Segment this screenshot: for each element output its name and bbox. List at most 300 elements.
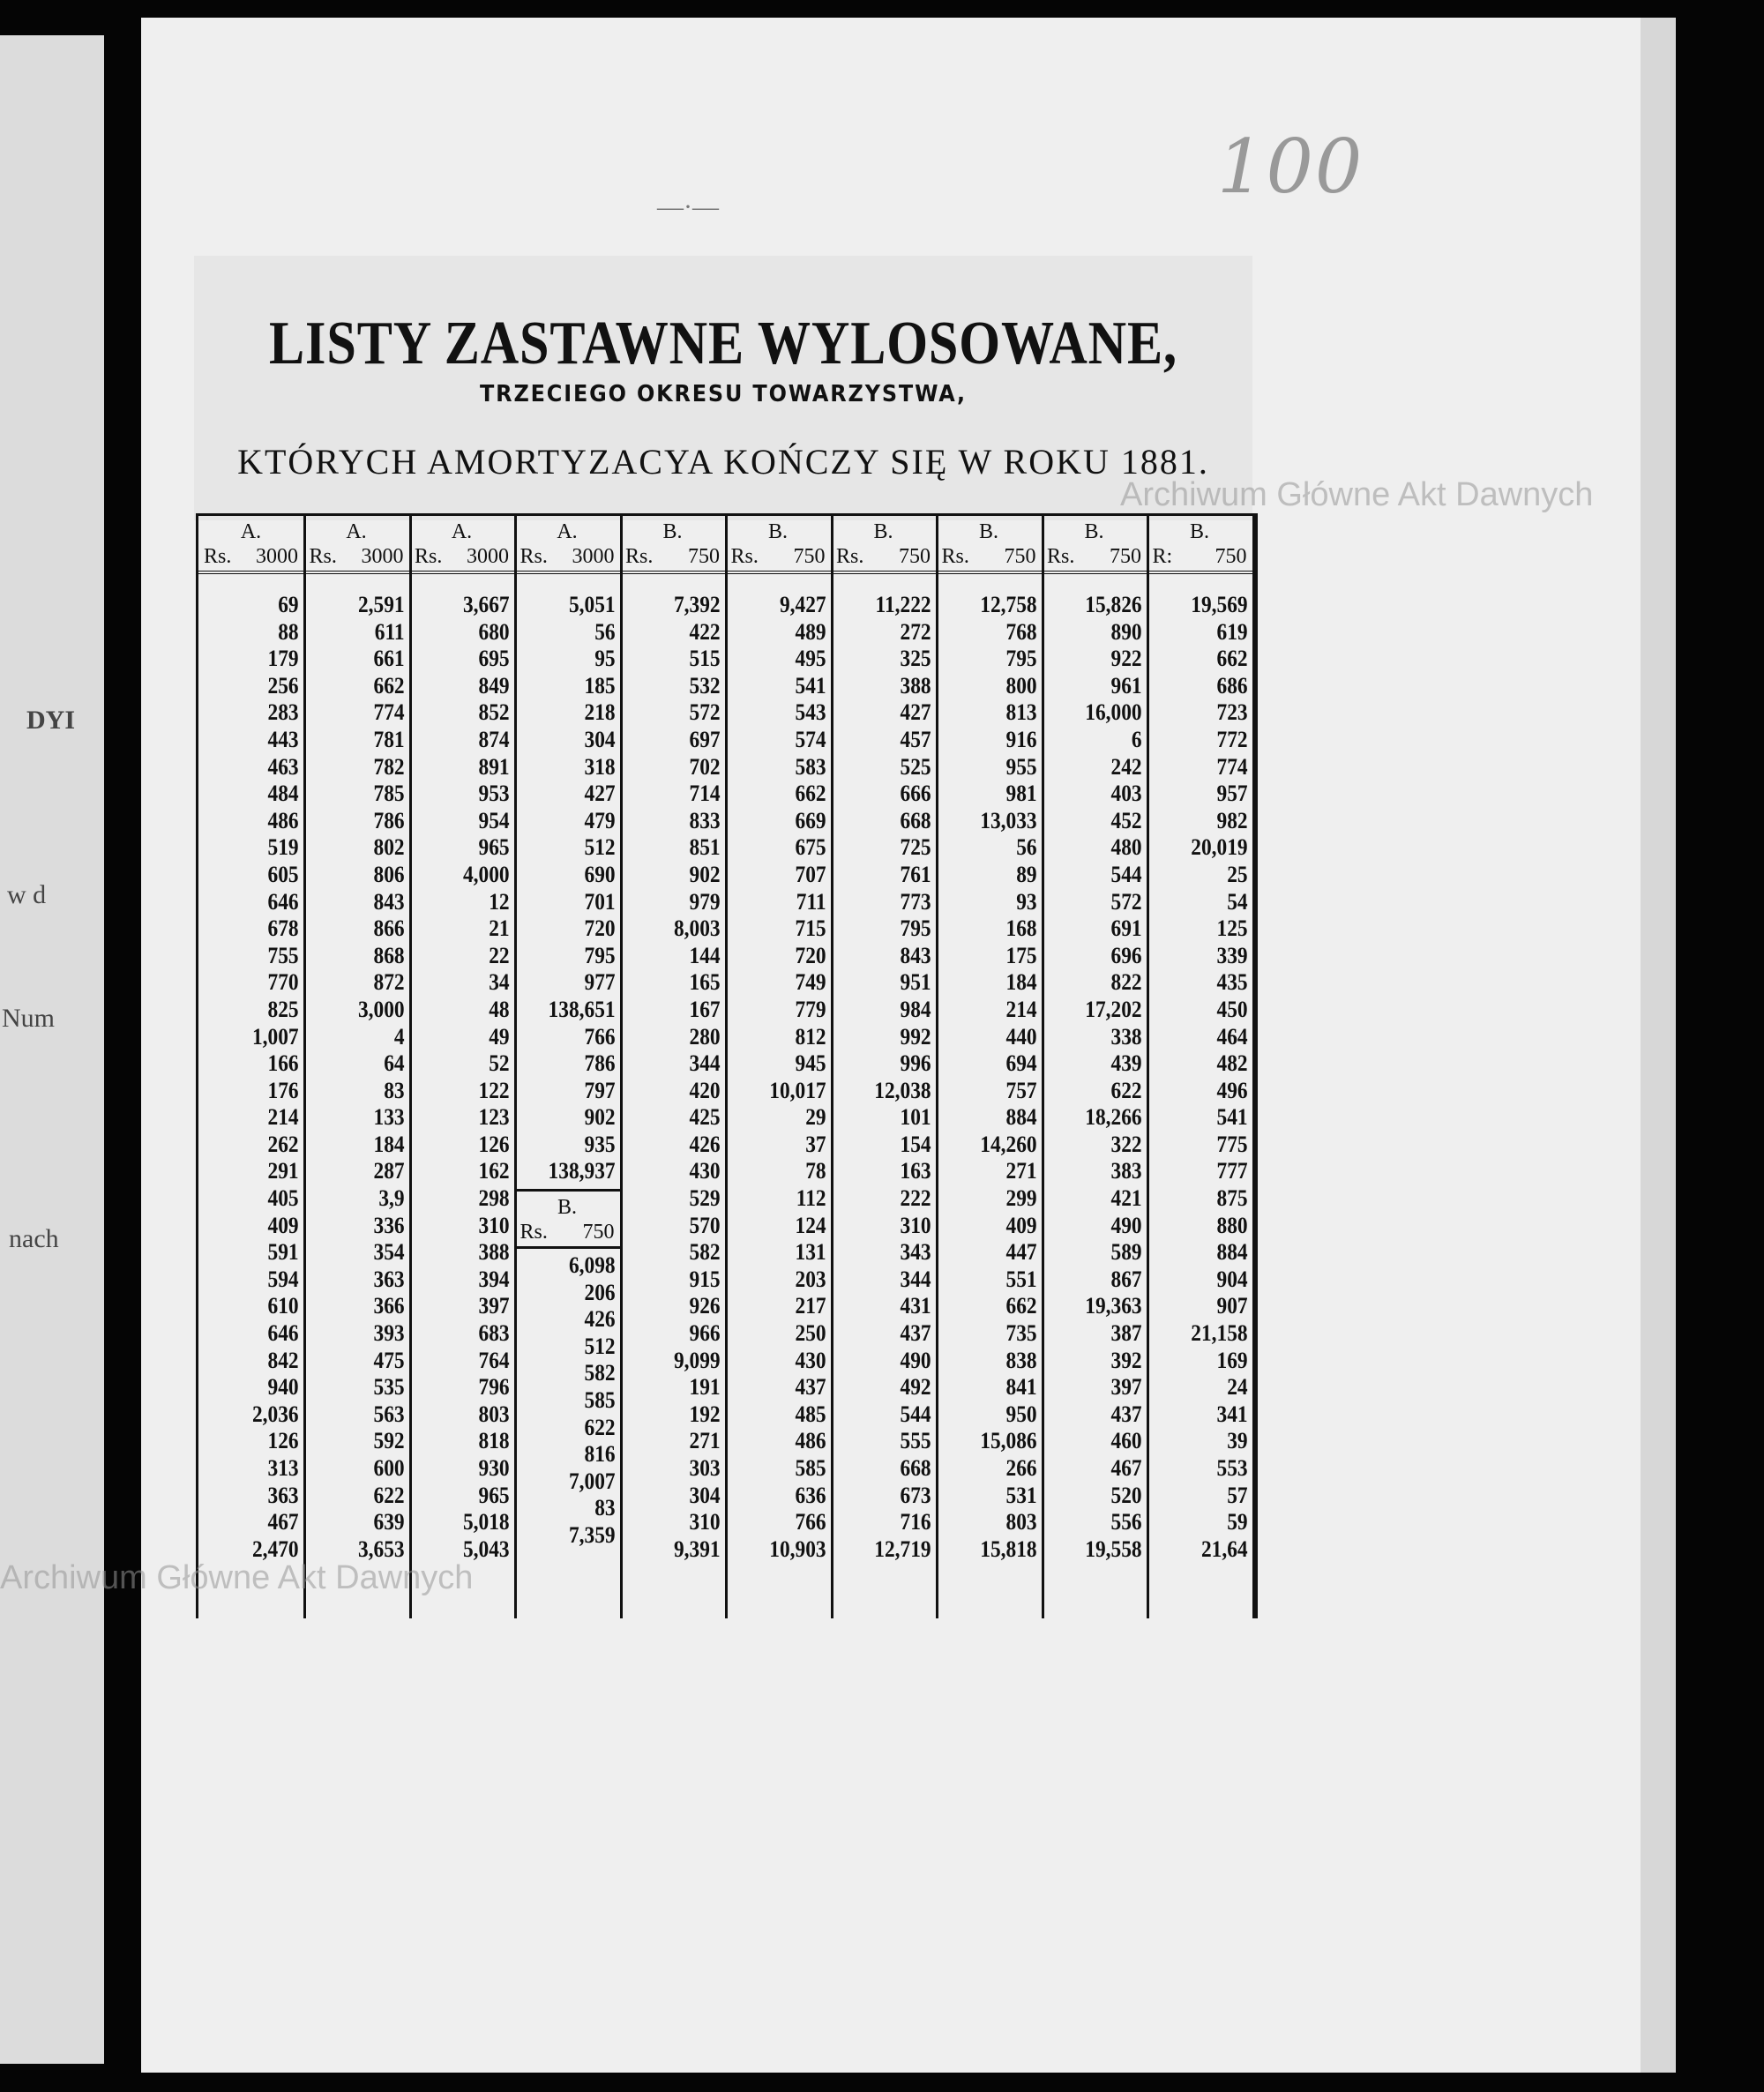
table-cell: 217 xyxy=(795,1293,826,1319)
table-cell: 126 xyxy=(267,1428,299,1454)
table-cell: 431 xyxy=(900,1293,931,1319)
table-cell: 57 xyxy=(1226,1482,1248,1508)
column-header xyxy=(726,516,831,574)
table-cell: 723 xyxy=(1216,699,1248,726)
table-cell: 701 xyxy=(584,888,616,915)
column-cells xyxy=(620,592,725,1563)
table-cell: 3,000 xyxy=(357,996,405,1022)
table-cell: 339 xyxy=(1216,942,1248,968)
table-cell: 3,667 xyxy=(462,592,510,617)
table-cell: 661 xyxy=(373,646,405,672)
table-cell: 796 xyxy=(478,1374,510,1401)
column-cells xyxy=(1147,592,1252,1563)
table-cell: 291 xyxy=(267,1158,299,1184)
table-cell: 427 xyxy=(584,781,616,807)
table-cell: 15,826 xyxy=(1085,592,1142,617)
table-cell: 532 xyxy=(689,672,721,699)
table-column xyxy=(1042,516,1149,1618)
column-denomination xyxy=(304,544,409,569)
table-cell: 19,558 xyxy=(1085,1535,1142,1562)
table-cell: 354 xyxy=(373,1239,405,1266)
table-cell: 849 xyxy=(478,672,510,699)
table-cell: 126 xyxy=(478,1131,510,1157)
column-denomination xyxy=(1042,544,1147,569)
handwritten-page-number: 100 xyxy=(1217,123,1364,210)
table-cell: 1,007 xyxy=(251,1023,299,1050)
column-header xyxy=(1147,516,1252,574)
table-cell: 403 xyxy=(1110,781,1142,807)
table-cell: 610 xyxy=(267,1293,299,1319)
table-cell: 572 xyxy=(689,699,721,726)
table-cell: 163 xyxy=(900,1158,931,1184)
table-column xyxy=(1147,516,1252,1618)
table-cell: 940 xyxy=(267,1374,299,1401)
table-cell: 443 xyxy=(267,726,299,752)
table-cell: 154 xyxy=(900,1131,931,1157)
table-cell: 761 xyxy=(900,861,931,887)
table-cell: 318 xyxy=(584,753,616,780)
table-column xyxy=(515,516,623,1618)
table-cell: 21,158 xyxy=(1190,1320,1248,1347)
column-series: A. xyxy=(240,520,262,543)
table-cell: 802 xyxy=(373,834,405,861)
table-cell: 262 xyxy=(267,1131,299,1157)
column-currency: Rs. xyxy=(204,545,232,568)
table-cell: 996 xyxy=(900,1050,931,1077)
table-cell: 15,086 xyxy=(979,1428,1037,1454)
table-cell: 525 xyxy=(900,753,931,780)
left-page-fragment: Num xyxy=(2,1004,55,1033)
column-header xyxy=(409,516,514,574)
table-cell: 592 xyxy=(373,1428,405,1454)
table-cell: 965 xyxy=(478,834,510,861)
table-cell: 803 xyxy=(1005,1509,1037,1535)
table-cell: 485 xyxy=(795,1401,826,1427)
table-cell: 52 xyxy=(489,1050,510,1077)
table-cell: 165 xyxy=(689,969,721,996)
table-cell: 544 xyxy=(900,1401,931,1427)
table-cell: 393 xyxy=(373,1320,405,1347)
table-cell: 167 xyxy=(689,996,721,1022)
table-cell: 162 xyxy=(478,1158,510,1184)
archive-watermark: Archiwum Główne Akt Dawnych xyxy=(1120,476,1594,513)
table-cell: 112 xyxy=(796,1185,826,1212)
table-cell: 9,427 xyxy=(779,592,826,617)
table-cell: 774 xyxy=(1216,753,1248,780)
table-cell: 781 xyxy=(373,726,405,752)
table-cell: 387 xyxy=(1110,1320,1142,1347)
archive-watermark: Archiwum Główne Akt Dawnych xyxy=(0,1559,474,1596)
table-cell: 420 xyxy=(689,1077,721,1103)
table-cell: 13,033 xyxy=(979,807,1037,833)
table-cell: 757 xyxy=(1005,1077,1037,1103)
table-cell: 489 xyxy=(795,618,826,645)
column-value: 3000 xyxy=(361,545,404,568)
table-cell: 646 xyxy=(267,888,299,915)
table-cell: 12,038 xyxy=(874,1077,931,1103)
column-currency: Rs. xyxy=(730,545,759,568)
sub-header-denomination xyxy=(515,1220,620,1244)
table-cell: 541 xyxy=(1216,1104,1248,1131)
table-cell: 14,260 xyxy=(979,1131,1037,1157)
table-cell: 5,043 xyxy=(462,1535,510,1562)
table-cell: 673 xyxy=(900,1482,931,1508)
table-cell: 242 xyxy=(1110,753,1142,780)
table-cell: 138,937 xyxy=(548,1158,616,1184)
table-cell: 64 xyxy=(383,1050,405,1077)
table-cell: 56 xyxy=(594,618,616,645)
table-cell: 838 xyxy=(1005,1347,1037,1373)
table-cell: 12,719 xyxy=(874,1535,931,1562)
table-cell: 388 xyxy=(478,1239,510,1266)
column-series: B. xyxy=(662,520,683,543)
table-cell: 322 xyxy=(1110,1131,1142,1157)
table-cell: 519 xyxy=(267,834,299,861)
table-cell: 4 xyxy=(393,1023,405,1050)
table-cell: 636 xyxy=(795,1482,826,1508)
table-cell: 430 xyxy=(689,1158,721,1184)
table-cell: 69 xyxy=(278,592,299,617)
table-cell: 336 xyxy=(373,1212,405,1238)
table-cell: 843 xyxy=(373,888,405,915)
column-denomination xyxy=(937,544,1042,569)
table-cell: 490 xyxy=(900,1347,931,1373)
table-cell: 101 xyxy=(900,1104,931,1131)
table-cell: 310 xyxy=(900,1212,931,1238)
table-cell: 463 xyxy=(267,753,299,780)
drawn-bonds-table xyxy=(196,513,1258,1618)
table-cell: 39 xyxy=(1226,1428,1248,1454)
table-cell: 437 xyxy=(1110,1401,1142,1427)
table-cell: 782 xyxy=(373,753,405,780)
column-denomination xyxy=(620,544,725,569)
table-cell: 833 xyxy=(689,807,721,833)
table-cell: 78 xyxy=(804,1158,826,1184)
table-cell: 884 xyxy=(1216,1239,1248,1266)
table-cell: 749 xyxy=(795,969,826,996)
table-cell: 702 xyxy=(689,753,721,780)
table-cell: 427 xyxy=(900,699,931,726)
sub-header-currency: Rs. xyxy=(519,1221,548,1244)
table-cell: 520 xyxy=(1110,1482,1142,1508)
top-mark: —·— xyxy=(657,192,719,221)
table-cell: 15,818 xyxy=(979,1535,1037,1562)
table-cell: 93 xyxy=(1015,888,1037,915)
table-cell: 982 xyxy=(1216,807,1248,833)
table-cell: 457 xyxy=(900,726,931,752)
column-currency: Rs. xyxy=(941,545,969,568)
table-cell: 405 xyxy=(267,1185,299,1212)
table-cell: 818 xyxy=(478,1428,510,1454)
table-cell: 619 xyxy=(1216,618,1248,645)
table-cell: 435 xyxy=(1216,969,1248,996)
column-denomination xyxy=(726,544,831,569)
table-cell: 409 xyxy=(267,1212,299,1238)
table-cell: 961 xyxy=(1110,672,1142,699)
table-cell: 935 xyxy=(584,1131,616,1157)
table-cell: 697 xyxy=(689,726,721,752)
table-cell: 880 xyxy=(1216,1212,1248,1238)
table-cell: 766 xyxy=(795,1509,826,1535)
table-cell: 639 xyxy=(373,1509,405,1535)
table-cell: 271 xyxy=(1005,1158,1037,1184)
table-cell: 426 xyxy=(584,1306,616,1333)
table-cell: 945 xyxy=(795,1050,826,1077)
column-value: 750 xyxy=(1004,545,1036,568)
table-cell: 304 xyxy=(584,726,616,752)
table-cell: 907 xyxy=(1216,1293,1248,1319)
table-cell: 555 xyxy=(900,1428,931,1454)
table-cell: 392 xyxy=(1110,1347,1142,1373)
column-denomination xyxy=(831,544,936,569)
table-cell: 48 xyxy=(489,996,510,1022)
table-cell: 646 xyxy=(267,1320,299,1347)
table-cell: 283 xyxy=(267,699,299,726)
table-cell: 725 xyxy=(900,834,931,861)
table-cell: 2,591 xyxy=(357,592,405,617)
table-cell: 600 xyxy=(373,1455,405,1481)
table-cell: 6,098 xyxy=(568,1252,616,1279)
table-cell: 622 xyxy=(373,1482,405,1508)
table-cell: 125 xyxy=(1216,915,1248,942)
table-cell: 21,64 xyxy=(1200,1535,1248,1562)
left-page-fragment: nach xyxy=(9,1224,59,1253)
table-cell: 589 xyxy=(1110,1239,1142,1266)
table-cell: 594 xyxy=(267,1266,299,1292)
table-cell: 2,036 xyxy=(251,1401,299,1427)
table-cell: 662 xyxy=(795,781,826,807)
table-column xyxy=(198,516,306,1618)
column-value: 750 xyxy=(1215,545,1247,568)
table-cell: 19,569 xyxy=(1190,592,1248,617)
table-cell: 872 xyxy=(373,969,405,996)
table-cell: 437 xyxy=(900,1320,931,1347)
table-cell: 662 xyxy=(1005,1293,1037,1319)
table-cell: 669 xyxy=(795,807,826,833)
table-cell: 10,903 xyxy=(768,1535,826,1562)
table-cell: 585 xyxy=(795,1455,826,1481)
column-header xyxy=(1042,516,1147,574)
table-cell: 95 xyxy=(594,646,616,672)
table-cell: 668 xyxy=(900,807,931,833)
table-cell: 691 xyxy=(1110,915,1142,942)
table-cell: 343 xyxy=(900,1239,931,1266)
table-cell: 779 xyxy=(795,996,826,1022)
table-cell: 953 xyxy=(478,781,510,807)
column-header xyxy=(831,516,936,574)
table-cell: 6 xyxy=(1131,726,1142,752)
table-cell: 696 xyxy=(1110,942,1142,968)
table-cell: 622 xyxy=(1110,1077,1142,1103)
column-value: 750 xyxy=(688,545,720,568)
column-currency: Rs. xyxy=(415,545,443,568)
table-cell: 585 xyxy=(584,1387,616,1414)
page-subtitle: TRZECIEGO OKRESU TOWARZYSTWA, xyxy=(480,381,967,407)
table-cell: 495 xyxy=(795,646,826,672)
table-cell: 766 xyxy=(584,1023,616,1050)
table-cell: 439 xyxy=(1110,1050,1142,1077)
table-cell: 5,051 xyxy=(568,592,616,617)
table-cell: 280 xyxy=(689,1023,721,1050)
table-cell: 773 xyxy=(900,888,931,915)
table-cell: 531 xyxy=(1005,1482,1037,1508)
table-cell: 668 xyxy=(900,1455,931,1481)
table-cell: 786 xyxy=(584,1050,616,1077)
table-cell: 440 xyxy=(1005,1023,1037,1050)
table-cell: 486 xyxy=(795,1428,826,1454)
table-cell: 366 xyxy=(373,1293,405,1319)
table-cell: 4,000 xyxy=(462,861,510,887)
table-cell: 25 xyxy=(1226,861,1248,887)
column-cells xyxy=(1042,592,1147,1563)
column-header xyxy=(515,516,620,574)
table-cell: 966 xyxy=(689,1320,721,1347)
table-cell: 851 xyxy=(689,834,721,861)
column-currency: Rs. xyxy=(309,545,337,568)
table-cell: 388 xyxy=(900,672,931,699)
table-cell: 797 xyxy=(584,1077,616,1103)
table-column xyxy=(304,516,412,1618)
column-currency: Rs. xyxy=(1047,545,1075,568)
table-cell: 512 xyxy=(584,1333,616,1359)
table-cell: 184 xyxy=(1005,969,1037,996)
table-cell: 397 xyxy=(478,1293,510,1319)
table-cell: 256 xyxy=(267,672,299,699)
table-cell: 786 xyxy=(373,807,405,833)
column-currency: Rs. xyxy=(625,545,654,568)
table-cell: 383 xyxy=(1110,1158,1142,1184)
column-value: 3000 xyxy=(467,545,509,568)
table-cell: 430 xyxy=(795,1347,826,1373)
column-currency: Rs. xyxy=(836,545,864,568)
column-series: B. xyxy=(767,520,788,543)
table-cell: 425 xyxy=(689,1104,721,1131)
table-cell: 7,359 xyxy=(568,1522,616,1548)
table-cell: 954 xyxy=(478,807,510,833)
table-cell: 992 xyxy=(900,1023,931,1050)
table-cell: 123 xyxy=(478,1104,510,1131)
table-cell: 482 xyxy=(1216,1050,1248,1077)
left-page-fragment: DYI xyxy=(26,706,76,735)
adjacent-page xyxy=(0,35,104,2064)
table-cell: 313 xyxy=(267,1455,299,1481)
table-cell: 683 xyxy=(478,1320,510,1347)
table-cell: 131 xyxy=(795,1239,826,1266)
table-cell: 926 xyxy=(689,1293,721,1319)
table-cell: 551 xyxy=(1005,1266,1037,1292)
column-value: 750 xyxy=(1110,545,1141,568)
table-cell: 884 xyxy=(1005,1104,1037,1131)
table-column xyxy=(831,516,938,1618)
table-cell: 866 xyxy=(373,915,405,942)
table-cell: 89 xyxy=(1015,861,1037,887)
table-cell: 843 xyxy=(900,942,931,968)
table-cell: 122 xyxy=(478,1077,510,1103)
table-cell: 464 xyxy=(1216,1023,1248,1050)
column-value: 750 xyxy=(899,545,931,568)
column-header xyxy=(198,516,303,574)
table-cell: 711 xyxy=(796,888,826,915)
table-cell: 774 xyxy=(373,699,405,726)
table-cell: 543 xyxy=(795,699,826,726)
table-cell: 720 xyxy=(795,942,826,968)
table-cell: 891 xyxy=(478,753,510,780)
sub-header-value: 750 xyxy=(582,1221,615,1244)
table-cell: 426 xyxy=(689,1131,721,1157)
table-cell: 266 xyxy=(1005,1455,1037,1481)
table-cell: 583 xyxy=(795,753,826,780)
table-cell: 272 xyxy=(900,618,931,645)
table-cell: 450 xyxy=(1216,996,1248,1022)
table-cell: 574 xyxy=(795,726,826,752)
table-cell: 88 xyxy=(278,618,299,645)
table-cell: 874 xyxy=(478,726,510,752)
table-cell: 17,202 xyxy=(1085,996,1142,1022)
table-cell: 325 xyxy=(900,646,931,672)
column-header xyxy=(620,516,725,574)
page-title: LISTY ZASTAWNE WYLOSOWANE, xyxy=(269,310,1177,377)
table-cell: 3,9 xyxy=(377,1185,405,1212)
table-cell: 915 xyxy=(689,1266,721,1292)
table-cell: 512 xyxy=(584,834,616,861)
table-cell: 496 xyxy=(1216,1077,1248,1103)
table-cell: 816 xyxy=(584,1441,616,1468)
table-cell: 680 xyxy=(478,618,510,645)
table-cell: 409 xyxy=(1005,1212,1037,1238)
table-cell: 662 xyxy=(1216,646,1248,672)
table-cell: 800 xyxy=(1005,672,1037,699)
table-cell: 144 xyxy=(689,942,721,968)
table-cell: 338 xyxy=(1110,1023,1142,1050)
table-cell: 467 xyxy=(1110,1455,1142,1481)
column-series: B. xyxy=(978,520,998,543)
table-cell: 675 xyxy=(795,834,826,861)
table-cell: 206 xyxy=(584,1279,616,1305)
table-cell: 3,653 xyxy=(357,1535,405,1562)
table-cell: 492 xyxy=(900,1374,931,1401)
table-cell: 12,758 xyxy=(979,592,1037,617)
column-value: 3000 xyxy=(572,545,615,568)
sub-header-series: B. xyxy=(557,1196,577,1220)
table-cell: 29 xyxy=(804,1104,826,1131)
table-cell: 842 xyxy=(267,1347,299,1373)
table-cell: 772 xyxy=(1216,726,1248,752)
table-cell: 24 xyxy=(1226,1374,1248,1401)
table-cell: 902 xyxy=(584,1104,616,1131)
column-denomination xyxy=(409,544,514,569)
column-series: A. xyxy=(451,520,473,543)
table-cell: 484 xyxy=(267,781,299,807)
table-cell: 19,363 xyxy=(1085,1293,1142,1319)
table-cell: 690 xyxy=(584,861,616,887)
table-cell: 591 xyxy=(267,1239,299,1266)
table-cell: 535 xyxy=(373,1374,405,1401)
table-cell: 271 xyxy=(689,1428,721,1454)
table-cell: 460 xyxy=(1110,1428,1142,1454)
table-cell: 175 xyxy=(1005,942,1037,968)
column-value: 750 xyxy=(793,545,826,568)
table-cell: 479 xyxy=(584,807,616,833)
table-cell: 764 xyxy=(478,1347,510,1373)
table-cell: 695 xyxy=(478,646,510,672)
table-cell: 666 xyxy=(900,781,931,807)
column-series: A. xyxy=(346,520,367,543)
table-cell: 984 xyxy=(900,996,931,1022)
table-cell: 16,000 xyxy=(1085,699,1142,726)
table-cell: 572 xyxy=(1110,888,1142,915)
table-cell: 605 xyxy=(267,861,299,887)
table-cell: 303 xyxy=(689,1455,721,1481)
